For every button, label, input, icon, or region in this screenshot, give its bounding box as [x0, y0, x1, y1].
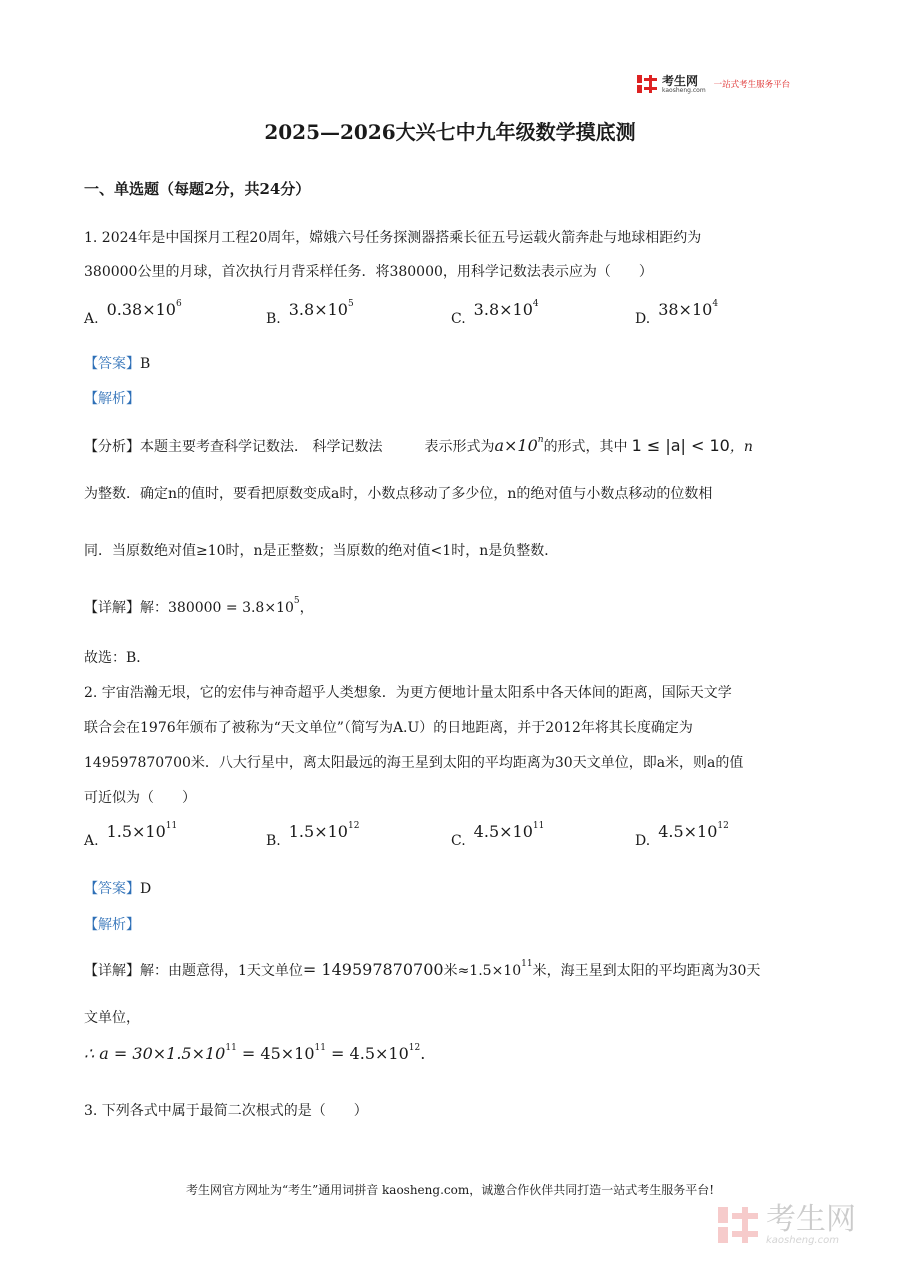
q2-analysis-tag: 【解析】 — [84, 917, 140, 933]
q2-option-a[interactable]: A. $1.5\times 10^{11}$ — [84, 821, 178, 849]
q1-answer: 【答案】B — [84, 356, 151, 372]
q1-fenxi-line-3: 同．当原数绝对值≥10时，n是正整数；当原数的绝对值<1时，n是负整数． — [84, 543, 559, 559]
q3-text: 3. 下列各式中属于最简二次根式的是（ ） — [84, 1103, 368, 1119]
q1-option-b[interactable]: B. $3.8\times 10^5$ — [266, 299, 354, 327]
q2-answer: 【答案】D — [84, 881, 152, 897]
q1-choose: 故选：B． — [84, 650, 151, 666]
page-title: 2025—2026大兴七中九年级数学摸底测 — [264, 120, 636, 144]
watermark-domain: kaosheng.com — [766, 1234, 839, 1246]
q1-text-line-2: 380000公里的月球，首次执行月背采样任务．将380000，用科学记数法表示应为（ ） — [84, 264, 653, 280]
logo-slogan: 一站式考生服务平台 — [713, 80, 791, 90]
q2-text-line-4: 可近似为（ ） — [84, 790, 196, 806]
section-heading: 一、单选题（每题2分，共24分） — [84, 180, 311, 198]
q1-fenxi-line-2: 为整数．确定n的值时，要看把原数变成a时，小数点移动了多少位，n的绝对值与小数点移动的位数相 — [84, 486, 713, 502]
kaosheng-logo-icon — [636, 74, 658, 94]
logo-name: 考生网 — [662, 73, 699, 88]
q2-text-line-3: 149597870700米．八大行星中，离太阳最远的海王星到太阳的平均距离为30天文单位，即a米，则a的值 — [84, 755, 744, 771]
q2-option-b[interactable]: B. $1.5\times 10^{12}$ — [266, 821, 360, 849]
q2-detail-line-2: 文单位， — [84, 1010, 140, 1026]
page-footer: 考生网官方网址为“考生”通用词拼音 kaosheng.com，诚邀合作伙伴共同打造一站式考生服务平台! — [185, 1183, 715, 1197]
q1-fenxi: 【分析】本题主要考查科学记数法． 科学记数法 表示形式为$a\times 10^n$的形式，其中 1 ≤ |a| < 10，n — [84, 435, 753, 455]
q1-detail: 【详解】解：$380000 = 3.8\times 10^5$， — [84, 596, 314, 616]
q2-text-line-1: 2. 宇宙浩瀚无垠，它的宏伟与神奇超乎人类想象．为更方便地计量太阳系中各天体间的距离，国际天文学 — [84, 685, 732, 701]
q1-option-d[interactable]: D. $38\times 10^4$ — [635, 299, 719, 327]
q2-text-line-2: 联合会在1976年颁布了被称为“天文单位”（简写为A.U）的日地距离，并于2012年将其长度确定为 — [84, 720, 693, 736]
q1-text-line-1: 1. 2024年是中国探月工程20周年，嫦娥六号任务探测器搭乘长征五号运载火箭奔赴与地球相距约为 — [84, 230, 702, 246]
q1-option-a[interactable]: A. $0.38\times 10^6$ — [84, 299, 182, 327]
q1-analysis-tag: 【解析】 — [84, 391, 140, 407]
watermark-name: 考生网 — [766, 1201, 856, 1237]
header-logo[interactable] — [636, 74, 790, 94]
logo-domain: kaosheng.com — [662, 86, 706, 94]
q2-detail: 【详解】解：由题意得，1天文单位= 149597870700米$\approx 1.5\times 10^{11}$米，海王星到太阳的平均距离为30天 — [84, 959, 761, 979]
q1-option-c[interactable]: C. $3.8\times 10^4$ — [451, 299, 539, 327]
q2-option-d[interactable]: D. $4.5\times 10^{12}$ — [635, 821, 729, 849]
watermark — [716, 1203, 856, 1247]
q2-calculation: ∴ $a = 30\times 1.5\times 10^{11} = 45\times 10^{11} = 4.5\times 10^{12}$. — [84, 1043, 426, 1063]
watermark-logo-icon — [716, 1203, 760, 1247]
q2-option-c[interactable]: C. $4.5\times 10^{11}$ — [451, 821, 545, 849]
